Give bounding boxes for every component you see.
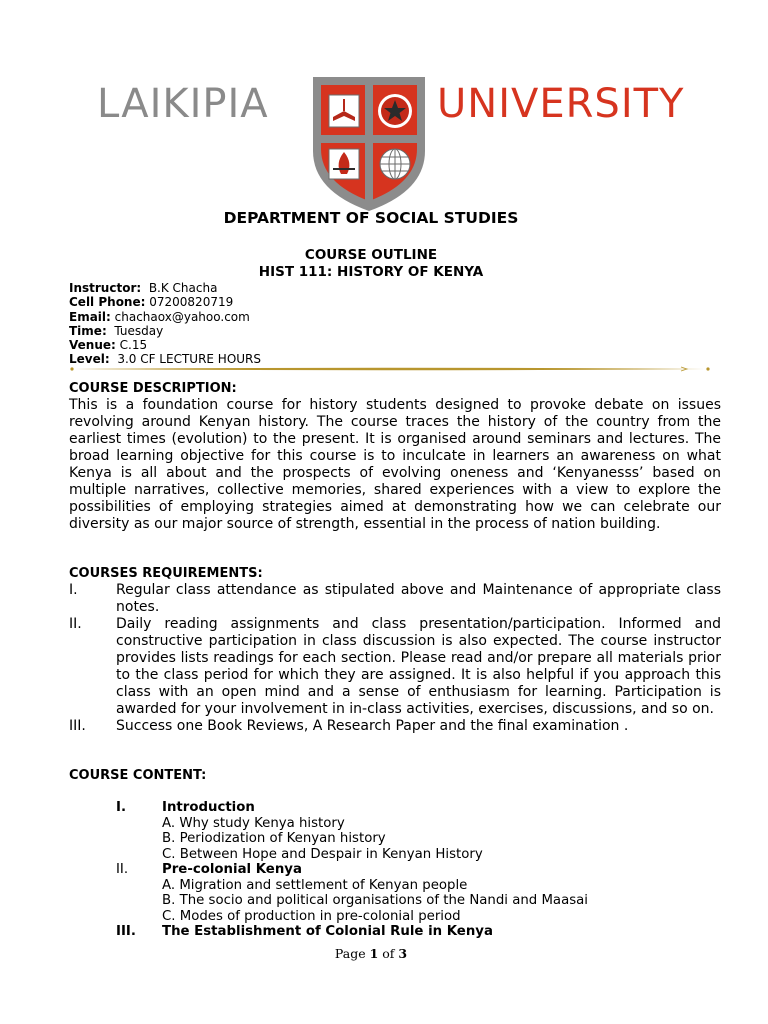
course-description-text: This is a foundation course for history students designed to provoke debate on issues revolving around Kenyan history. The course traces the history of the country from the earliest times (evolution) to the present. It is organised around seminars and lectures. The broad learning objective for this course is to inculcate in learners an awareness on what Kenya is all about and the prospects of evolving oneness and ‘Kenyanesss’ based on multiple narratives, collective memories, shared experiences with a view to explore the possibilities of employing strategies aimed at demonstrating how we can celebrate our diversity as our major source of strength, essential in the process of nation building. — [69, 397, 721, 532]
globe-icon — [380, 149, 410, 179]
course-outline-label: COURSE OUTLINE — [304, 247, 438, 263]
logo-text-laikipia: LAIKIPIA — [97, 81, 269, 127]
instructor-label: Instructor: — [69, 281, 142, 295]
book-icon — [329, 95, 359, 127]
unit-number: I. — [116, 800, 126, 815]
university-crest-logo — [309, 73, 429, 213]
requirements-section — [69, 566, 721, 735]
email-value: chachaox@yahoo.com — [114, 309, 250, 324]
venue-value: C.15 — [119, 338, 148, 353]
content-unit — [116, 862, 636, 924]
unit-title: The Establishment of Colonial Rule in Kenya — [162, 924, 493, 939]
requirement-text: Regular class attendance as stipulated above and Maintenance of appropriate class notes. — [116, 582, 721, 615]
time-label: Time: — [69, 323, 107, 338]
unit-title: Introduction — [162, 800, 255, 815]
unit-subtopic: B. Periodization of Kenyan history — [162, 831, 386, 846]
level-value: 3.0 CF LECTURE HOURS — [117, 352, 262, 367]
requirement-text: Success one Book Reviews, A Research Paper and the final examination . — [116, 718, 629, 734]
unit-subtopic: C. Modes of production in pre-colonial period — [162, 908, 461, 924]
requirement-item — [69, 616, 721, 718]
course-description-heading: COURSE DESCRIPTION: — [69, 381, 237, 396]
ornamental-divider — [69, 366, 711, 372]
requirement-item — [69, 718, 721, 735]
requirement-text: Daily reading assignments and class presentation/participation. Informed and constructive participation in class discussion is also expected. The course instructor provides lists readings for each section. Please read and/or prepare all materials prior to the class period for which they are assigned. It is also helpful if you approach this class with an open mind and a sense of enthusiasm for learning. Participation is awarded for your involvement in in-class activities, exercises, discussions, and so on. — [116, 616, 721, 717]
level-label: Level: — [69, 352, 110, 367]
unit-title: Pre-colonial Kenya — [162, 862, 302, 877]
of-word: of — [382, 946, 395, 961]
unit-subtopic: A. Why study Kenya history — [162, 815, 345, 831]
requirements-heading: COURSES REQUIREMENTS: — [69, 566, 263, 581]
course-description-section — [69, 381, 721, 533]
unit-number: III. — [116, 924, 136, 939]
content-unit — [116, 924, 636, 940]
total-pages: 3 — [398, 946, 408, 961]
logo-text-university: UNIVERSITY — [437, 81, 685, 127]
unit-subtopic: B. The socio and political organisations of the Nandi and Maasai — [162, 893, 588, 908]
requirement-number: III. — [69, 718, 86, 734]
unit-subtopic: C. Between Hope and Despair in Kenyan History — [162, 846, 483, 862]
page-number-footer — [0, 946, 742, 961]
unit-subtopic: A. Migration and settlement of Kenyan people — [162, 877, 468, 893]
course-info — [69, 281, 261, 367]
phone-value: 07200820719 — [149, 295, 234, 310]
venue-label: Venue: — [69, 338, 116, 353]
requirement-number: II. — [69, 616, 82, 632]
time-value: Tuesday — [114, 323, 164, 338]
department-title: DEPARTMENT OF SOCIAL STUDIES — [223, 209, 519, 227]
phone-label: Cell Phone: — [69, 295, 146, 310]
email-label: Email: — [69, 309, 111, 324]
fire-icon — [329, 149, 359, 179]
course-content-list — [116, 800, 636, 940]
star-icon — [378, 94, 412, 128]
requirement-item — [69, 582, 721, 616]
current-page: 1 — [369, 946, 379, 961]
page-word: Page — [334, 946, 366, 961]
course-code-title: HIST 111: HISTORY OF KENYA — [258, 264, 484, 280]
instructor-value: B.K Chacha — [148, 281, 218, 295]
unit-number: II. — [116, 862, 129, 877]
requirement-number: I. — [69, 582, 78, 598]
course-content-heading: COURSE CONTENT: — [69, 768, 207, 783]
content-unit — [116, 800, 636, 862]
